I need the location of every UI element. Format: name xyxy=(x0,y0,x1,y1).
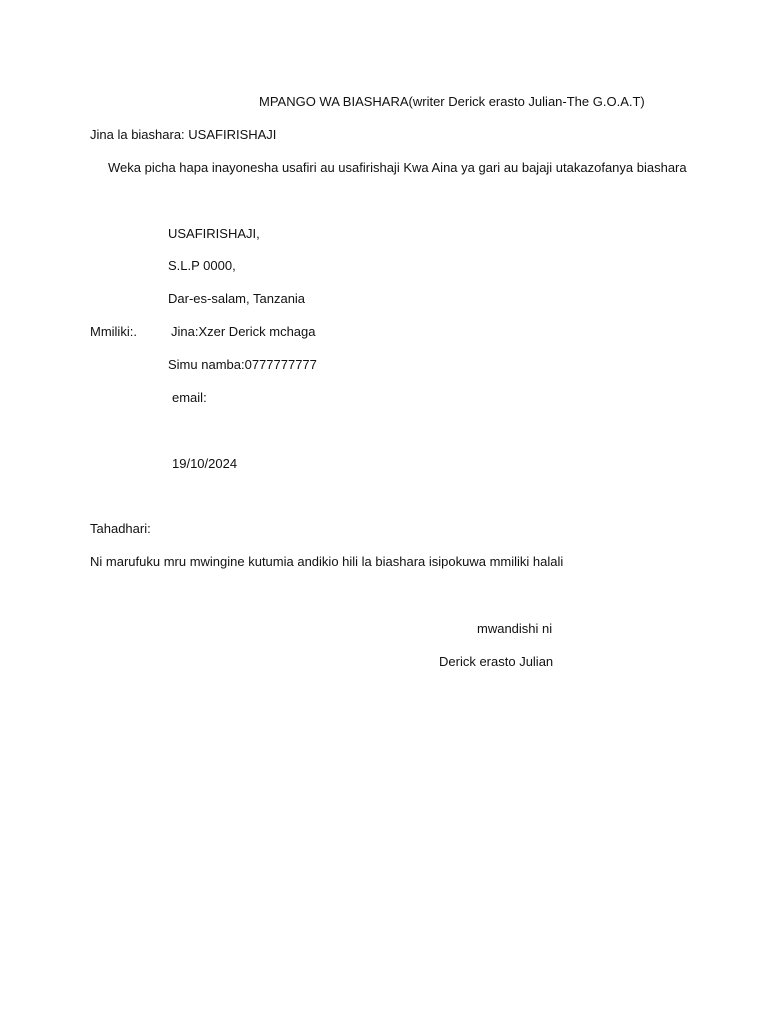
photo-instruction: Weka picha hapa inayonesha usafiri au usafirishaji Kwa Aina ya gari au bajaji utakazofanya biashara xyxy=(108,160,687,175)
document-date: 19/10/2024 xyxy=(172,456,238,471)
owner-label: Mmiliki:. xyxy=(90,324,137,339)
address-line-1: USAFIRISHAJI, xyxy=(168,226,260,241)
owner-email: email: xyxy=(172,390,207,405)
owner-name: Jina:Xzer Derick mchaga xyxy=(171,324,316,339)
business-name-line: Jina la biashara: USAFIRISHAJI xyxy=(90,127,277,142)
warning-text: Ni marufuku mru mwingine kutumia andikio hili la biashara isipokuwa mmiliki halali xyxy=(90,554,564,569)
author-label: mwandishi ni xyxy=(477,621,553,636)
author-name: Derick erasto Julian xyxy=(439,654,554,669)
document-title: MPANGO WA BIASHARA(writer Derick erasto Julian-The G.O.A.T) xyxy=(259,94,645,109)
warning-heading: Tahadhari: xyxy=(90,521,151,536)
owner-phone: Simu namba:0777777777 xyxy=(168,357,317,372)
address-line-3: Dar-es-salam, Tanzania xyxy=(168,291,306,306)
address-line-2: S.L.P 0000, xyxy=(168,258,236,273)
